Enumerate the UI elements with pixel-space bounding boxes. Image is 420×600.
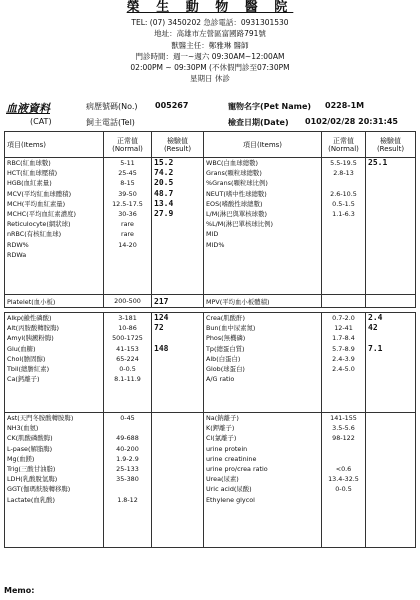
elec-col-left-result <box>152 413 204 548</box>
elec-left-normal: 35-380 <box>116 475 139 484</box>
header-result-right: 檢驗值 (Result) <box>366 132 416 158</box>
cbc-col-right-items <box>204 158 322 295</box>
chem-col-right-items <box>204 313 322 413</box>
clinic-name: 榮 生 動 物 醫 院 <box>126 0 294 15</box>
cbc-right-item: MID% <box>206 240 225 249</box>
owner-tel-label: 飼主電話(Tel) <box>86 118 135 127</box>
chem-right-normal <box>324 374 363 384</box>
cbc-right-result <box>368 178 413 188</box>
species-label: (CAT) <box>30 117 52 126</box>
elec-right-item: Uric acid(尿酸) <box>206 485 252 494</box>
cbc-left-item: RDWa <box>7 250 27 259</box>
cbc-left-normal: 25-45 <box>118 169 137 178</box>
chem-left-item: Tbil(總膽紅素) <box>7 364 50 373</box>
cbc-right-item: %Grans(顆粒球比例) <box>206 179 268 188</box>
mpv-normal <box>322 295 366 308</box>
elec-left-result <box>154 433 201 443</box>
cbc-left-normal: 14-20 <box>118 240 137 249</box>
elec-right-result <box>368 423 413 433</box>
cbc-right-normal <box>324 229 363 239</box>
chem-right-item: Bun(血中尿素氮) <box>206 324 256 333</box>
elec-left-item: LDH(乳酸脫氫脢) <box>7 475 58 484</box>
section-title: 血液資料 <box>6 102 50 115</box>
elec-left-item: Ast(天門冬胺酸轉胺脢) <box>7 414 74 422</box>
cbc-left-result <box>154 219 201 229</box>
chem-left-item: Amyl(胰澱粉脢) <box>7 334 54 343</box>
cbc-left-item: MCH(平均血紅素量) <box>7 199 66 208</box>
cbc-left-result: 13.4 <box>154 198 174 208</box>
cbc-col-right-normal <box>322 158 366 295</box>
electrolyte-block <box>5 413 416 548</box>
elec-col-right-normal <box>322 413 366 548</box>
chem-right-normal: 0.7-2.0 <box>332 314 355 322</box>
pet-name-value: 0228-1M <box>325 101 365 110</box>
elec-right-item: Ethylene glycol <box>206 495 255 504</box>
chem-left-result <box>154 354 201 364</box>
elec-right-normal: 0-0.5 <box>335 485 352 494</box>
elec-right-result <box>368 413 413 423</box>
elec-left-normal: 25-133 <box>116 464 139 473</box>
chem-left-item: Ca(鈣離子) <box>7 375 40 384</box>
cbc-left-item: HGB(血紅素量) <box>7 179 52 188</box>
cbc-right-item: Grans(顆粒球總數) <box>206 169 262 178</box>
date-value: 0102/02/28 20:31:45 <box>305 117 398 126</box>
header-normal-left: 正常值 (Normal) <box>104 132 152 158</box>
chem-right-normal: 2.4-5.0 <box>332 364 355 373</box>
mpv-item: MPV(平均血小板體積) <box>204 295 322 308</box>
cbc-left-normal: 30-36 <box>118 209 137 218</box>
elec-left-result <box>154 454 201 464</box>
elec-right-normal <box>324 495 363 505</box>
chem-left-item: Glu(血糖) <box>7 344 36 353</box>
platelet-normal: 200-500 <box>104 295 152 308</box>
cbc-left-item: HCT(紅血球壓積) <box>7 169 58 178</box>
elec-right-result <box>368 454 413 464</box>
cbc-right-result <box>368 250 413 260</box>
elec-right-item: Urea(尿素) <box>206 475 239 484</box>
clinic-tel: TEL: (07) 3450202 急診電話：0931301530 <box>131 18 289 27</box>
clinic-hours-pm: 02:00PM ~ 09:30PM (不休假門診至07:30PM <box>130 63 290 72</box>
elec-col-left-items <box>5 413 104 548</box>
chem-left-normal: 8.1-11.9 <box>114 375 141 384</box>
chem-right-normal: 12-41 <box>334 324 353 333</box>
chem-left-result <box>154 364 201 374</box>
elec-left-item: Trig(三酸甘油脂) <box>7 464 56 473</box>
elec-col-right-items <box>204 413 322 548</box>
chem-left-result <box>154 374 201 384</box>
case-no-value: 005267 <box>155 101 189 110</box>
chem-left-item: Chol(膽固醇) <box>7 354 46 363</box>
clinic-doctors: 獸醫主任：鄭雅琳 醫師 <box>171 41 249 50</box>
cbc-col-left-normal <box>104 158 152 295</box>
cbc-right-item: L/M(淋巴與單核球數) <box>206 209 267 218</box>
cbc-right-normal: 5.5-19.5 <box>330 159 357 167</box>
cbc-right-normal: 2.8-13 <box>333 169 354 178</box>
cbc-right-normal: 2.6-10.5 <box>330 189 357 198</box>
elec-right-result <box>368 474 413 484</box>
chem-right-result <box>368 364 413 374</box>
elec-right-item: K(鉀離子) <box>206 424 235 433</box>
cbc-right-result <box>368 199 413 209</box>
cbc-right-normal <box>324 240 363 250</box>
cbc-right-result <box>368 240 413 250</box>
elec-col-right-result <box>366 413 416 548</box>
elec-col-left-normal <box>104 413 152 548</box>
chem-col-right-normal <box>322 313 366 413</box>
mpv-result <box>366 295 416 308</box>
cbc-left-result: 48.7 <box>154 188 174 198</box>
chem-right-item: A/G ratio <box>206 375 235 384</box>
elec-right-result <box>368 464 413 474</box>
pet-name-label: 寵物名字(Pet Name) <box>228 102 312 111</box>
cbc-left-result: 27.9 <box>154 208 174 218</box>
cbc-left-result: 15.2 <box>154 158 174 167</box>
cbc-right-item: WBC(白血球總數) <box>206 159 258 167</box>
elec-right-normal: 13.4-32.5 <box>328 475 359 484</box>
memo-label: Memo: <box>4 586 35 595</box>
chem-col-left-items <box>5 313 104 413</box>
cbc-left-normal: rare <box>121 230 134 239</box>
cbc-left-item: nRBC(有核紅血球) <box>7 230 62 239</box>
cbc-left-result <box>154 229 201 239</box>
cbc-left-item: Reticulocyte(網狀球) <box>7 220 71 229</box>
elec-left-result <box>154 495 201 505</box>
chem-right-normal: 1.7-8.4 <box>332 334 355 343</box>
cbc-right-normal <box>324 219 363 229</box>
chem-left-normal: 3-181 <box>118 314 137 322</box>
chem-left-normal: 41-153 <box>116 344 139 353</box>
cbc-left-item: RDW% <box>7 240 29 249</box>
elec-left-item: CK(肌酸磷酸脢) <box>7 434 53 443</box>
cbc-left-result: 20.5 <box>154 178 174 188</box>
elec-right-item: urine pro/crea ratio <box>206 464 268 473</box>
platelet-item: Platelet(血小板) <box>5 295 104 308</box>
chem-left-item: Alt(丙胺酸轉胺脢) <box>7 324 59 333</box>
cbc-right-normal: 1.1-6.3 <box>332 209 355 218</box>
elec-right-normal: <0.6 <box>335 464 352 473</box>
elec-right-normal: 98-122 <box>332 434 355 443</box>
elec-right-normal: 3.5-5.6 <box>332 424 355 433</box>
elec-left-item: Lactate(血乳酸) <box>7 495 56 504</box>
cbc-left-normal: 5-11 <box>120 159 135 167</box>
cbc-right-normal: 0.5-1.5 <box>332 199 355 208</box>
cbc-left-result <box>154 250 201 260</box>
cbc-left-result <box>154 240 201 250</box>
elec-left-normal: 40-200 <box>116 444 139 453</box>
header-items-left: 項目(Items) <box>5 132 104 158</box>
elec-left-normal: 1.8-12 <box>117 495 138 504</box>
chem-col-left-result <box>152 313 204 413</box>
chem-right-result <box>368 354 413 364</box>
cbc-left-item: MCHC(平均血紅素濃度) <box>7 209 76 218</box>
cbc-right-item: NEUT(嗜中性球總數) <box>206 189 267 198</box>
cbc-left-result: 74.2 <box>154 168 174 178</box>
elec-left-normal: 0-45 <box>120 414 135 422</box>
chemistry-block <box>5 313 416 413</box>
case-no-label: 病歷號碼(No.) <box>86 102 138 111</box>
elec-left-normal: 49-688 <box>116 434 139 443</box>
chem-left-result: 72 <box>154 323 164 333</box>
chem-left-result: 124 <box>154 313 169 322</box>
date-label: 檢查日期(Date) <box>228 118 289 127</box>
elec-left-item: L-pase(解脂脢) <box>7 444 53 453</box>
cbc-right-item: %L/M(淋巴單核球比例) <box>206 220 274 229</box>
chem-left-normal: 500-1725 <box>112 334 143 343</box>
chem-left-normal: 0-0.5 <box>119 364 136 373</box>
chem-left-item: Alkp(鹼性磷酸) <box>7 314 52 322</box>
elec-right-item: urine protein <box>206 444 248 453</box>
elec-left-result <box>154 413 201 423</box>
cbc-left-normal: rare <box>121 220 134 229</box>
chem-right-result: 2.4 <box>368 313 383 322</box>
cbc-right-result: 25.1 <box>368 158 388 167</box>
cbc-right-result <box>368 209 413 219</box>
cbc-right-normal <box>324 250 363 260</box>
chem-left-result <box>154 333 201 343</box>
elec-left-result <box>154 464 201 474</box>
elec-right-result <box>368 444 413 454</box>
cbc-right-result <box>368 168 413 178</box>
elec-left-result <box>154 444 201 454</box>
clinic-closed: 星期日 休診 <box>190 74 230 83</box>
elec-right-normal: 141-155 <box>330 414 357 422</box>
lab-results-table <box>4 131 416 548</box>
elec-left-item: GGT(伽瑪麩胺轉移脢) <box>7 485 71 494</box>
elec-right-item: urine creatinine <box>206 454 257 463</box>
cbc-right-result <box>368 189 413 199</box>
table-header-row <box>5 132 416 158</box>
elec-left-normal <box>106 423 149 433</box>
cbc-col-left-result <box>152 158 204 295</box>
cbc-col-left-items <box>5 158 104 295</box>
chem-col-right-result <box>366 313 416 413</box>
chem-right-result: 7.1 <box>368 343 383 353</box>
cbc-left-normal: 39-50 <box>118 189 137 198</box>
cbc-left-item: MCV(平均紅血球體積) <box>7 189 72 198</box>
chem-left-normal: 65-224 <box>116 354 139 363</box>
elec-left-item: Mg(血鎂) <box>7 454 35 463</box>
chem-right-result: 42 <box>368 323 378 333</box>
chem-right-item: Crea(肌酸酐) <box>206 314 245 322</box>
elec-left-item: NH3(血氨) <box>7 424 39 433</box>
cbc-right-result <box>368 229 413 239</box>
chem-col-left-normal <box>104 313 152 413</box>
elec-right-item: Cl(氯離子) <box>206 434 237 443</box>
cbc-left-normal: 12.5-17.5 <box>112 199 143 208</box>
chem-left-result: 148 <box>154 343 169 353</box>
elec-right-normal <box>324 444 363 454</box>
cbc-block <box>5 158 416 295</box>
chem-right-result <box>368 333 413 343</box>
platelet-row <box>5 295 416 308</box>
clinic-address: 地址：高雄市左營區富國路791號 <box>154 29 266 38</box>
cbc-left-normal: 8-15 <box>120 179 135 188</box>
chem-right-normal: 5.7-8.9 <box>332 344 355 353</box>
cbc-right-item <box>206 250 319 260</box>
chem-right-result <box>368 374 413 384</box>
header-items-right: 項目(Items) <box>204 132 322 158</box>
elec-left-normal: 1.9-2.9 <box>116 454 139 463</box>
header-result-left: 檢驗值 (Result) <box>152 132 204 158</box>
chem-right-item: Tp(總蛋白質) <box>206 344 245 353</box>
cbc-right-result <box>368 219 413 229</box>
chem-right-item: Alb(白蛋白) <box>206 354 241 363</box>
elec-right-result <box>368 433 413 443</box>
elec-left-normal <box>106 484 149 494</box>
chem-right-item: Glob(球蛋白) <box>206 364 245 373</box>
elec-right-normal <box>324 454 363 464</box>
chem-right-item: Phos(無機磷) <box>206 334 246 343</box>
platelet-result: 217 <box>152 295 204 308</box>
chem-left-normal: 10-86 <box>118 324 137 333</box>
cbc-right-item: EOS(嗜酸性球總數) <box>206 199 263 208</box>
cbc-left-item: RBC(紅血球數) <box>7 159 51 167</box>
elec-right-result <box>368 495 413 505</box>
cbc-right-normal <box>324 178 363 188</box>
header-normal-right: 正常值 (Normal) <box>322 132 366 158</box>
elec-left-result <box>154 484 201 494</box>
cbc-left-normal <box>106 250 149 260</box>
elec-right-result <box>368 484 413 494</box>
cbc-col-right-result <box>366 158 416 295</box>
elec-right-item: Na(鈉離子) <box>206 414 239 422</box>
cbc-right-item: MID <box>206 230 219 239</box>
elec-left-result <box>154 474 201 484</box>
chem-right-normal: 2.4-3.9 <box>332 354 355 363</box>
elec-left-result <box>154 423 201 433</box>
clinic-hours: 門診時間：週一~週六 09:30AM~12:00AM <box>135 52 285 61</box>
